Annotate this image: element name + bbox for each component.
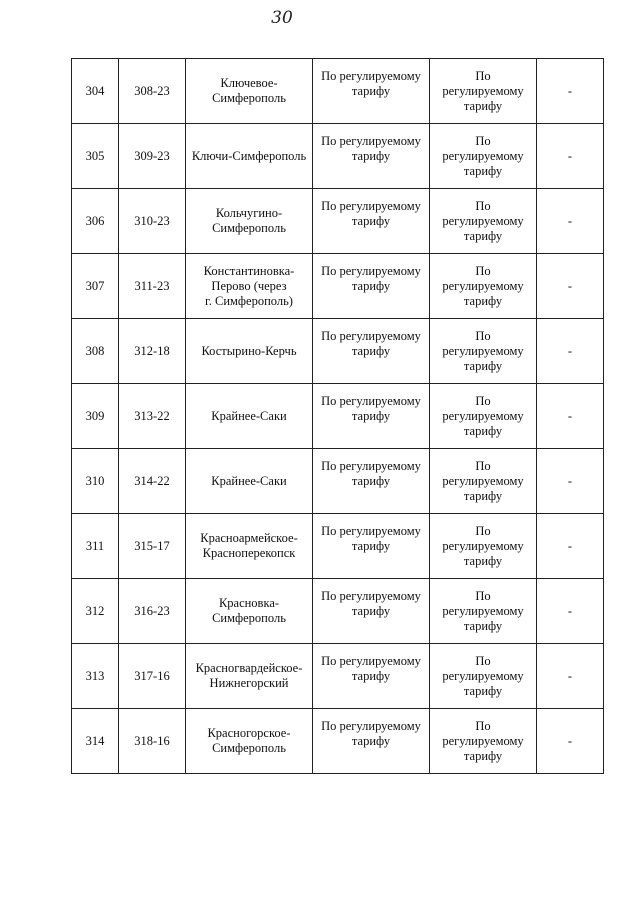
tariff-line: По: [475, 653, 491, 668]
route-name-cell: [186, 189, 313, 254]
tariff-line: По: [475, 588, 491, 603]
route-name-cell: [186, 124, 313, 189]
tariff-cell-secondary: [430, 254, 537, 319]
empty-value-cell: -: [537, 709, 604, 774]
route-name-cell: [186, 384, 313, 449]
tariff-line: регулируемому: [442, 343, 524, 358]
tariff-cell: [313, 449, 430, 514]
route-name-cell: [186, 644, 313, 709]
tariff-line: регулируемому: [442, 603, 524, 618]
row-number-cell: 313: [72, 644, 119, 709]
tariff-line: тарифу: [351, 734, 391, 748]
tariff-line: тарифу: [351, 149, 391, 163]
route-code-cell: 315-17: [119, 514, 186, 579]
routes-table-body: [72, 59, 604, 774]
tariff-line: тарифу: [351, 669, 391, 683]
row-number-cell: 311: [72, 514, 119, 579]
tariff-cell-secondary: [430, 59, 537, 124]
tariff-line: регулируемому: [442, 83, 524, 98]
route-name-cell: [186, 579, 313, 644]
empty-value-cell: -: [537, 384, 604, 449]
tariff-line: тарифу: [463, 748, 503, 763]
tariff-line: По: [475, 718, 491, 733]
tariff-cell-secondary: [430, 124, 537, 189]
route-code-cell: 316-23: [119, 579, 186, 644]
route-name-line: Ключи-Симферополь: [191, 148, 307, 163]
tariff-line: По регулируемому: [321, 524, 421, 538]
tariff-cell-secondary: [430, 709, 537, 774]
tariff-cell-secondary: [430, 449, 537, 514]
tariff-cell: [313, 124, 430, 189]
route-code-cell: 314-22: [119, 449, 186, 514]
page-number: 30: [271, 8, 293, 28]
row-number-cell: 310: [72, 449, 119, 514]
table-row: [72, 514, 604, 579]
route-name-line: Кольчугино-: [215, 206, 283, 220]
tariff-line: По регулируемому: [321, 199, 421, 213]
tariff-line: тарифу: [463, 488, 503, 503]
route-name-line: Перово (через: [211, 278, 287, 293]
empty-value-cell: -: [537, 644, 604, 709]
route-name-line: Крайнее-Саки: [211, 473, 287, 488]
tariff-cell: [313, 709, 430, 774]
tariff-line: По регулируемому: [321, 264, 421, 278]
tariff-line: По: [475, 393, 491, 408]
tariff-cell-secondary: [430, 644, 537, 709]
tariff-cell: [313, 319, 430, 384]
tariff-line: По регулируемому: [321, 589, 421, 603]
tariff-line: По: [475, 523, 491, 538]
tariff-line: тарифу: [463, 163, 503, 178]
tariff-line: регулируемому: [442, 538, 524, 553]
tariff-text: [317, 394, 425, 424]
route-name-cell: [186, 449, 313, 514]
tariff-cell-secondary: [430, 579, 537, 644]
tariff-line: По регулируемому: [321, 394, 421, 408]
tariff-line: По регулируемому: [321, 719, 421, 733]
tariff-line: тарифу: [463, 553, 503, 568]
tariff-line: тарифу: [351, 604, 391, 618]
tariff-cell-secondary: [430, 319, 537, 384]
route-name-line: г. Симферополь): [205, 293, 293, 308]
empty-value-cell: -: [537, 124, 604, 189]
route-code-cell: 313-22: [119, 384, 186, 449]
tariff-text: [317, 524, 425, 554]
table-row: [72, 319, 604, 384]
route-name-line: Красновка-: [218, 596, 280, 610]
tariff-text: [317, 329, 425, 359]
tariff-line: По регулируемому: [321, 329, 421, 343]
tariff-cell: [313, 514, 430, 579]
route-name-line: Красноперекопск: [202, 546, 296, 560]
table-row: [72, 59, 604, 124]
route-name-line: Крайнее-Саки: [211, 408, 287, 423]
tariff-line: тарифу: [351, 344, 391, 358]
tariff-line: тарифу: [351, 84, 391, 98]
table-row: [72, 449, 604, 514]
tariff-line: По: [475, 133, 491, 148]
table-row: [72, 254, 604, 319]
route-name-cell: [186, 514, 313, 579]
route-name-line: Симферополь: [212, 221, 286, 235]
route-name-line: Красногорское-: [207, 726, 291, 740]
empty-value-cell: -: [537, 319, 604, 384]
tariff-line: регулируемому: [442, 213, 524, 228]
empty-value-cell: -: [537, 514, 604, 579]
empty-value-cell: -: [537, 579, 604, 644]
tariff-line: тарифу: [351, 474, 391, 488]
tariff-cell: [313, 189, 430, 254]
row-number-cell: 307: [72, 254, 119, 319]
row-number-cell: 308: [72, 319, 119, 384]
route-code-cell: 309-23: [119, 124, 186, 189]
routes-table: [71, 58, 604, 774]
tariff-text: [317, 654, 425, 684]
empty-value-cell: -: [537, 59, 604, 124]
route-name-line: Ключевое-: [220, 76, 278, 90]
tariff-line: По: [475, 263, 491, 278]
tariff-cell-secondary: [430, 514, 537, 579]
tariff-line: тарифу: [351, 409, 391, 423]
tariff-cell: [313, 254, 430, 319]
route-name-line: Симферополь: [212, 741, 286, 755]
row-number-cell: 305: [72, 124, 119, 189]
tariff-line: По регулируемому: [321, 459, 421, 473]
tariff-line: По регулируемому: [321, 69, 421, 83]
tariff-cell: [313, 384, 430, 449]
tariff-line: тарифу: [463, 618, 503, 633]
row-number-cell: 314: [72, 709, 119, 774]
tariff-text: [317, 719, 425, 749]
tariff-cell-secondary: [430, 384, 537, 449]
route-name-line: Красногвардейское-: [195, 661, 303, 675]
tariff-line: По: [475, 458, 491, 473]
table-row: [72, 579, 604, 644]
empty-value-cell: -: [537, 254, 604, 319]
tariff-text: [317, 459, 425, 489]
tariff-line: тарифу: [351, 539, 391, 553]
tariff-text: [317, 134, 425, 164]
tariff-line: По: [475, 68, 491, 83]
route-name-line: Симферополь: [212, 91, 286, 105]
tariff-line: тарифу: [463, 423, 503, 438]
row-number-cell: 309: [72, 384, 119, 449]
empty-value-cell: -: [537, 449, 604, 514]
tariff-line: тарифу: [463, 228, 503, 243]
row-number-cell: 312: [72, 579, 119, 644]
tariff-cell-secondary: [430, 189, 537, 254]
route-code-cell: 311-23: [119, 254, 186, 319]
tariff-line: регулируемому: [442, 408, 524, 423]
tariff-line: тарифу: [463, 683, 503, 698]
route-code-cell: 308-23: [119, 59, 186, 124]
route-name-line: Костырино-Керчь: [201, 343, 297, 358]
route-code-cell: 310-23: [119, 189, 186, 254]
tariff-line: тарифу: [463, 358, 503, 373]
row-number-cell: 304: [72, 59, 119, 124]
tariff-text: [317, 199, 425, 229]
route-name-line: Симферополь: [212, 611, 286, 625]
tariff-line: По регулируемому: [321, 134, 421, 148]
tariff-text: [317, 69, 425, 99]
tariff-line: тарифу: [463, 293, 503, 308]
tariff-line: По: [475, 198, 491, 213]
tariff-cell: [313, 579, 430, 644]
empty-value-cell: -: [537, 189, 604, 254]
tariff-line: По регулируемому: [321, 654, 421, 668]
table-row: [72, 644, 604, 709]
tariff-cell: [313, 59, 430, 124]
tariff-line: регулируемому: [442, 733, 524, 748]
route-name-cell: [186, 254, 313, 319]
route-name-line: Константиновка-: [203, 263, 295, 278]
tariff-line: регулируемому: [442, 148, 524, 163]
table-row: [72, 189, 604, 254]
table-row: [72, 709, 604, 774]
route-code-cell: 317-16: [119, 644, 186, 709]
tariff-line: тарифу: [351, 279, 391, 293]
tariff-text: [317, 589, 425, 619]
tariff-line: тарифу: [351, 214, 391, 228]
tariff-line: регулируемому: [442, 278, 524, 293]
row-number-cell: 306: [72, 189, 119, 254]
route-name-cell: [186, 59, 313, 124]
route-code-cell: 318-16: [119, 709, 186, 774]
route-name-cell: [186, 709, 313, 774]
table-row: [72, 384, 604, 449]
tariff-text: [317, 264, 425, 294]
route-name-line: Красноармейское-: [200, 531, 298, 545]
tariff-cell: [313, 644, 430, 709]
route-name-cell: [186, 319, 313, 384]
table-row: [72, 124, 604, 189]
route-code-cell: 312-18: [119, 319, 186, 384]
route-name-line: Нижнегорский: [209, 676, 289, 690]
tariff-line: тарифу: [463, 98, 503, 113]
tariff-line: регулируемому: [442, 668, 524, 683]
tariff-line: регулируемому: [442, 473, 524, 488]
tariff-line: По: [475, 328, 491, 343]
